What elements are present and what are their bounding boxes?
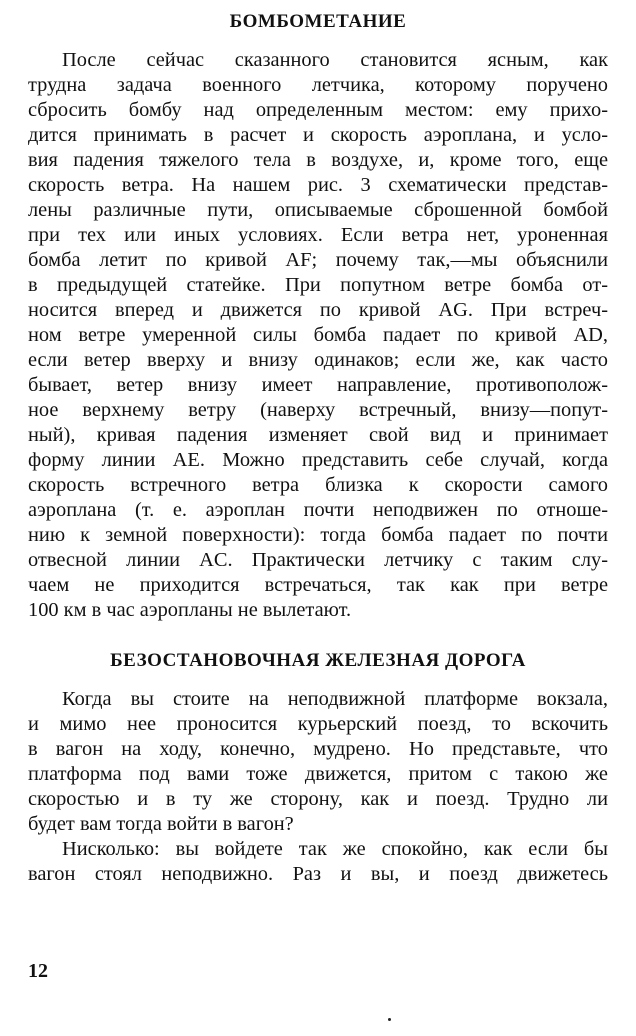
text-line: и мимо нее проносится курьерский поезд, то вскочить <box>28 713 608 735</box>
text-line: в вагон на ходу, конечно, мудрено. Но представьте, что <box>28 738 608 760</box>
text-line: ном ветре умеренной силы бомба падает по кривой AD, <box>28 324 608 346</box>
text-line: сбросить бомбу над определенным местом: ему прихо- <box>28 99 608 121</box>
text-line: бывает, ветер внизу имеет направление, противополож- <box>28 374 608 396</box>
section-title-railway: БЕЗОСТАНОВОЧНАЯ ЖЕЛЕЗНАЯ ДОРОГА <box>110 650 526 671</box>
text-line: Нисколько: вы войдете так же спокойно, как если бы <box>62 838 608 860</box>
text-line: чаем не приходится встречаться, так как при ветре <box>28 574 608 596</box>
section-title-bombing: БОМБОМЕТАНИЕ <box>229 11 407 32</box>
text-line: отвесной линии AC. Практически летчику с таким слу- <box>28 549 608 571</box>
paragraph-railway-2 <box>28 837 608 887</box>
text-line: скорость ветра. На нашем рис. 3 схематически представ- <box>28 174 608 196</box>
text-line: платформа под вами тоже движется, притом с такою же <box>28 763 608 785</box>
text-line: Когда вы стоите на неподвижной платформе вокзала, <box>62 688 608 710</box>
book-page <box>28 8 608 887</box>
text-line: трудна задача военного летчика, которому поручено <box>28 74 608 96</box>
scan-speck <box>388 1018 391 1021</box>
text-line: если ветер вверху и внизу одинаков; если же, как часто <box>28 349 608 371</box>
text-line: ное верхнему ветру (наверху встречный, внизу—попут- <box>28 399 608 421</box>
text-line: После сейчас сказанного становится ясным, как <box>62 49 608 71</box>
text-line: вагон стоял неподвижно. Раз и вы, и поезд движетесь <box>28 863 608 885</box>
text-line: дится принимать в расчет и скорость аэроплана, и усло- <box>28 124 608 146</box>
paragraph-railway-1 <box>28 687 608 837</box>
text-line: нию к земной поверхности): тогда бомба падает по почти <box>28 524 608 546</box>
text-line: скорость встречного ветра близка к скорости самого <box>28 474 608 496</box>
text-line: будет вам тогда войти в вагон? <box>28 813 294 835</box>
text-line: лены различные пути, описываемые сброшенной бомбой <box>28 199 608 221</box>
text-line: носится вперед и движется по кривой AG. При встреч- <box>28 299 608 321</box>
text-line: скоростью и в ту же сторону, как и поезд. Трудно ли <box>28 788 608 810</box>
text-line: при тех или иных условиях. Если ветра нет, уроненная <box>28 224 608 246</box>
text-line: вия падения тяжелого тела в воздухе, и, кроме того, еще <box>28 149 608 171</box>
text-line: форму линии AE. Можно представить себе случай, когда <box>28 449 608 471</box>
text-line: бомба летит по кривой AF; почему так,—мы объяснили <box>28 249 608 271</box>
page-number: 12 <box>28 960 48 982</box>
text-line: 100 км в час аэропланы не вылетают. <box>28 599 352 621</box>
text-line: в предыдущей статейке. При попутном ветре бомба от- <box>28 274 608 296</box>
paragraph-bombing <box>28 48 608 623</box>
text-line: аэроплана (т. е. аэроплан почти неподвижен по отноше- <box>28 499 608 521</box>
text-line: ный), кривая падения изменяет свой вид и принимает <box>28 424 608 446</box>
